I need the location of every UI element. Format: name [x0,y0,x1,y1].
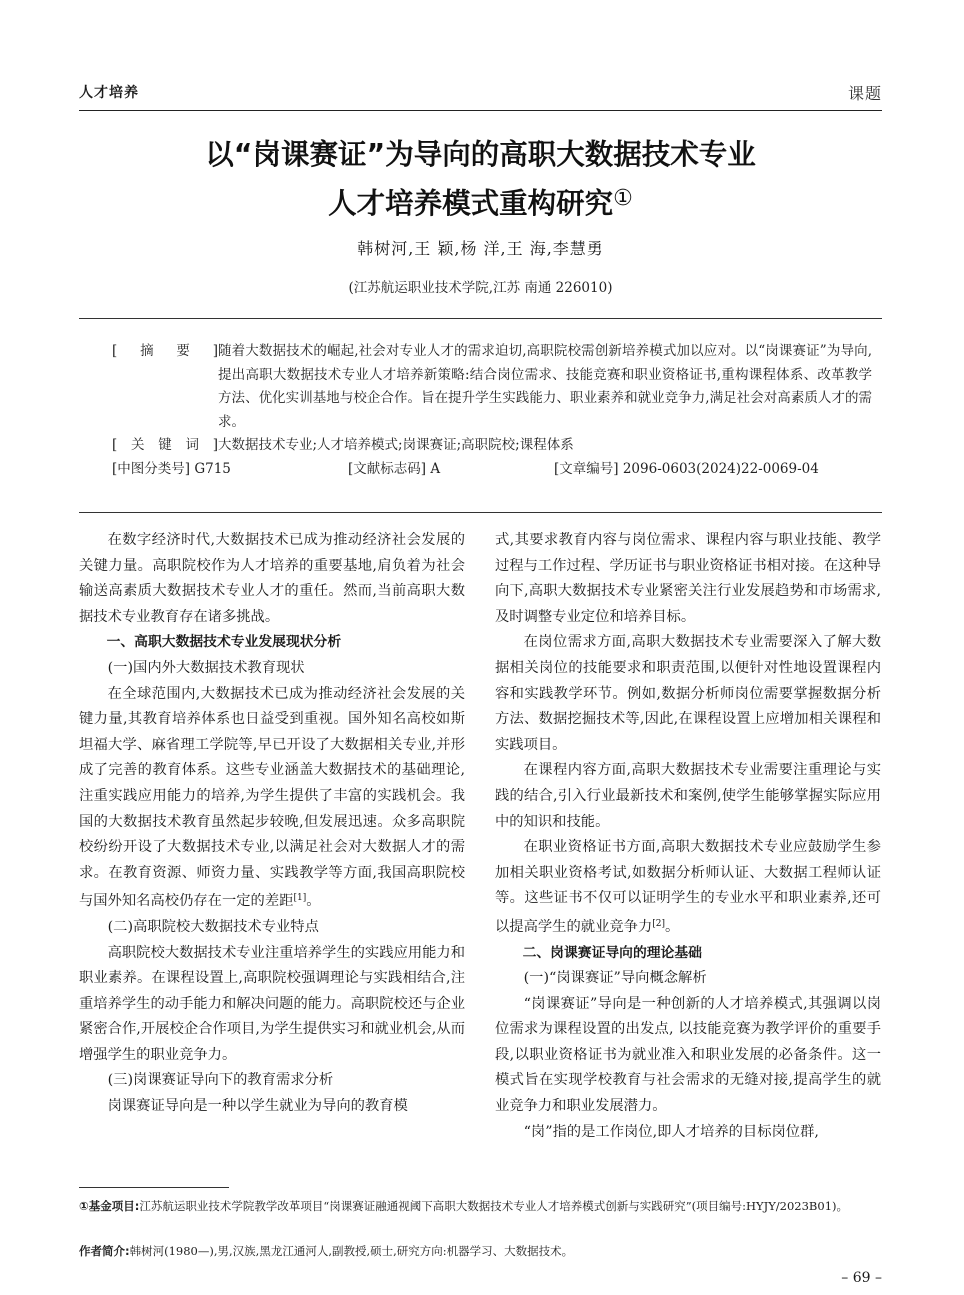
clc-cell [112,458,348,482]
clc-label: [中图分类号] [112,460,191,477]
citation-2: [2] [652,918,666,929]
author-bio-text: 韩树河(1980—),男,汉族,黑龙江通河人,副教授,硕士,研究方向:机器学习、大数据技术。 [129,1244,574,1258]
clc-value: G715 [194,460,231,477]
title-line-2 [79,177,882,226]
journal-section: 人才培养 [79,85,139,101]
doc-code-value: A [430,460,441,477]
title-line-1: 以“岗课赛证”为导向的高职大数据技术专业 [205,138,756,171]
paragraph-global-status-end: 。 [306,893,321,910]
paragraph-job-needs: 在岗位需求方面,高职大数据技术专业需要深入了解大数据相关岗位的技能要求和职责范围,以便针对性地设置课程内容和实践教学环节。例如,数据分析师岗位需要掌握数据分析方法、数据挖掘技术等,因此,在课程设置上应增加相关课程和实践项目。 [495,634,881,753]
abstract-label-open: [ [112,343,118,359]
keywords-text: 大数据技术专业;人才培养模式;岗课赛证;高职院校;课程体系 [218,437,574,453]
author-list: 韩树河,王 颖,杨 洋,王 海,李慧勇 [357,239,604,258]
body-rule [79,512,882,513]
article-no-value: 2096-0603(2024)22-0069-04 [622,460,819,477]
column-category: 课题 [847,84,882,103]
paragraph-gang-definition: “岗”指的是工作岗位,即人才培养的目标岗位群, [523,1123,819,1140]
paragraph-needs-start: 岗课赛证导向是一种以学生就业为导向的教育模 [107,1098,408,1115]
section-heading-2: 二、岗课赛证导向的理论基础 [522,944,702,961]
abstract-row [112,340,872,434]
doc-code-label: [文献标志码] [348,460,427,477]
keywords-label-a: 关 [131,437,145,453]
keywords-label-open: [ [112,437,118,453]
article-no-cell [554,458,819,482]
keywords-label-c: 词 [185,437,199,453]
author-bio-label: 作者简介: [79,1244,130,1258]
keywords-row [112,434,872,458]
fund-label: ①基金项目: [79,1199,140,1213]
paper-title [79,133,882,226]
fund-text: 江苏航运职业技术学院教学改革项目“岗课赛证融通视阈下高职大数据技术专业人才培养模式创新与实践研究”(项目编号:HYJY/2023B01)。 [139,1199,848,1213]
paragraph-global-status-text: 在全球范围内,大数据技术已成为推动经济社会发展的关键力量,其教育培养体系也日益受到重视。国外知名高校如斯坦福大学、麻省理工学院等,早已开设了大数据相关专业,并形成了完善的教育体系。这些专业涵盖大数据技术的基础理论,注重实践应用能力的培养,为学生提供了丰富的实践机会。我国的大数据技术教育虽然起步较晚,但发展迅速。众多高职院校纷纷开设了大数据技术专业,以满足社会对大数据人才的需求。在教育资源、师资力量、实践教学等方面,我国高职院校与国外知名高校仍存在一定的差距 [79,685,465,910]
paragraph-intro: 在数字经济时代,大数据技术已成为推动经济社会发展的关键力量。高职院校作为人才培养的重要基地,肩负着为社会输送高素质大数据技术专业人才的重任。然而,当前高职大数据技术专业教育存在诸多挑战。 [79,532,465,625]
keywords-label-b: 键 [158,437,172,453]
article-no-label: [文章编号] [554,460,619,477]
subsection-heading-2-1: (一)“岗课赛证”导向概念解析 [523,970,707,987]
paragraph-course-content: 在课程内容方面,高职大数据技术专业需要注重理论与实践的结合,引入行业最新技术和案例,使学生能够掌握实际应用中的知识和技能。 [495,762,881,830]
subsection-heading-1-3: (三)岗课赛证导向下的教育需求分析 [107,1072,334,1089]
paragraph-features: 高职院校大数据技术专业注重培养学生的实践应用能力和职业素养。在课程设置上,高职院校强调理论与实践相结合,注重培养学生的动手能力和解决问题的能力。高职院校还与企业紧密合作,开展校企合作项目,为学生提供实习和就业机会,从而增强学生的职业竞争力。 [79,944,466,1063]
keywords-label-close: ] [212,437,218,453]
affiliation: (江苏航运职业技术学院,江苏 南通 226010) [348,280,613,296]
abstract-text: 随着大数据技术的崛起,社会对专业人才的需求迫切,高职院校需创新培养模式加以应对。以“岗课赛证”为导向,提出高职大数据技术专业人才培养新策略:结合岗位需求、技能竞赛和职业资格证书,重构课程体系、改革教学方法、优化实训基地与校企合作。旨在提升学生实践能力、职业素养和就业竞争力,满足社会对高素质人才的需求。 [218,343,872,430]
paragraph-global-status [79,682,465,915]
paragraph-certificates [495,835,881,940]
title-line-2-text: 人才培养模式重构研究 [328,187,614,220]
footnote-author [79,1241,882,1262]
paragraph-needs-cont: 式,其要求教育内容与岗位需求、课程内容与职业技能、教学过程与工作过程、学历证书与职业资格证书相对接。在这种导向下,高职大数据技术专业紧密关注行业发展趋势和市场需求,及时调整专业定位和培养目标。 [495,532,882,625]
abstract-label-close: ] [212,343,218,359]
citation-1: [1] [293,893,307,904]
keywords-label [112,434,218,458]
doc-code-cell [348,458,554,482]
subsection-heading-1-2: (二)高职院校大数据技术专业特点 [107,918,319,935]
header-rule [79,110,882,111]
paragraph-certificates-end: 。 [665,918,680,935]
paragraph-certificates-text: 在职业资格证书方面,高职大数据技术专业应鼓励学生参加相关职业资格考试,如数据分析师认证、大数据工程师认证等。这些证书不仅可以证明学生的专业水平和职业素养,还可以提高学生的就业竞争力 [495,839,881,935]
footnote-fund [79,1196,882,1217]
abstract-block [112,340,872,481]
page-number: – 69 – [841,1270,882,1286]
abstract-rule [79,318,882,319]
subsection-heading-1-1: (一)国内外大数据技术教育现状 [107,659,305,676]
section-heading-1: 一、高职大数据技术专业发展现状分析 [106,634,342,651]
classification-row [112,458,872,482]
footnote-rule [79,1187,229,1188]
paragraph-concept: “岗课赛证”导向是一种创新的人才培养模式,其强调以岗位需求为课程设置的出发点, 以技能竞赛为教学评价的重要手段,以职业资格证书为就业准入和职业发展的必备条件。这一模式旨在实现学校教育与社会需求的无缝对接,提高学生的就业竞争力和职业发展潜力。 [495,995,881,1115]
title-footnote-mark: ① [613,186,633,211]
abstract-label-b: 要 [176,343,190,359]
abstract-label-a: 摘 [140,343,154,359]
abstract-label [112,340,218,434]
body-column-right [495,528,881,1145]
body-column-left [79,528,465,1120]
